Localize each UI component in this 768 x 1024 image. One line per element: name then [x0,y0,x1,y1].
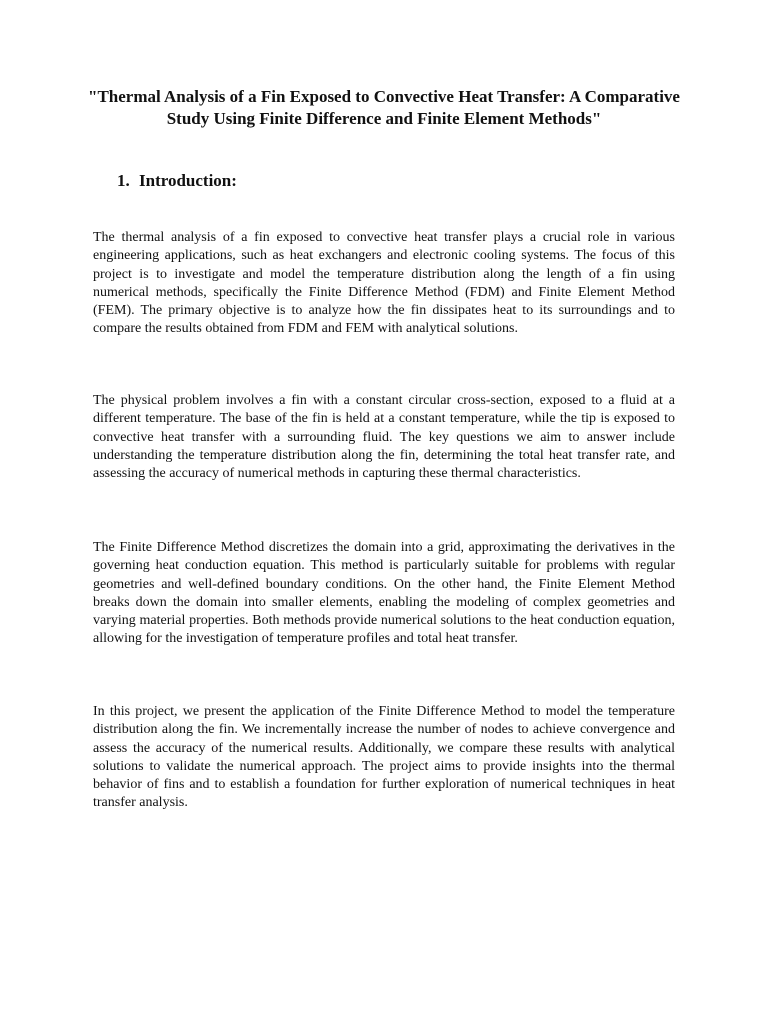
intro-paragraph-4: In this project, we present the application of the Finite Difference Method to model the temperature distribution along the fin. We incrementally increase the number of nodes to achieve convergence and assess the accuracy of the numerical results. Additionally, we compare these results with analytical solutions to validate the numerical approach. The project aims to provide insights into the thermal behavior of fins and to establish a foundation for further exploration of numerical techniques in heat transfer analysis. [93,704,675,811]
intro-paragraph-1: The thermal analysis of a fin exposed to convective heat transfer plays a crucial role in various engineering applications, such as heat exchangers and electronic cooling systems. The focus of this project is to investigate and model the temperature distribution along the length of a fin using numerical methods, specifically the Finite Difference Method (FDM) and Finite Element Method (FEM). The primary objective is to analyze how the fin dissipates heat to its surroundings and to compare the results obtained from FDM and FEM with analytical solutions. [93,230,675,337]
section-heading-introduction [117,170,237,192]
section-heading-text: Introduction: [139,171,237,190]
intro-paragraph-2: The physical problem involves a fin with a constant circular cross-section, exposed to a fluid at a different temperature. The base of the fin is held at a constant temperature, while the tip is exposed to convective heat transfer with a surrounding fluid. The key questions we aim to answer include understanding the temperature distribution along the fin, determining the total heat transfer rate, and assessing the accuracy of numerical methods in capturing these thermal characteristics. [93,393,675,482]
document-title: "Thermal Analysis of a Fin Exposed to Convective Heat Transfer: A Comparative Study Using Finite Difference and Finite Element Methods" [88,87,680,128]
intro-paragraph-3: The Finite Difference Method discretizes the domain into a grid, approximating the derivatives in the governing heat conduction equation. This method is particularly suitable for problems with regular geometries and well-defined boundary conditions. On the other hand, the Finite Element Method breaks down the domain into smaller elements, enabling the modeling of complex geometries and varying material properties. Both methods provide numerical solutions to the heat conduction equation, allowing for the investigation of temperature profiles and total heat transfer. [93,540,675,647]
section-number: 1. [117,171,130,190]
